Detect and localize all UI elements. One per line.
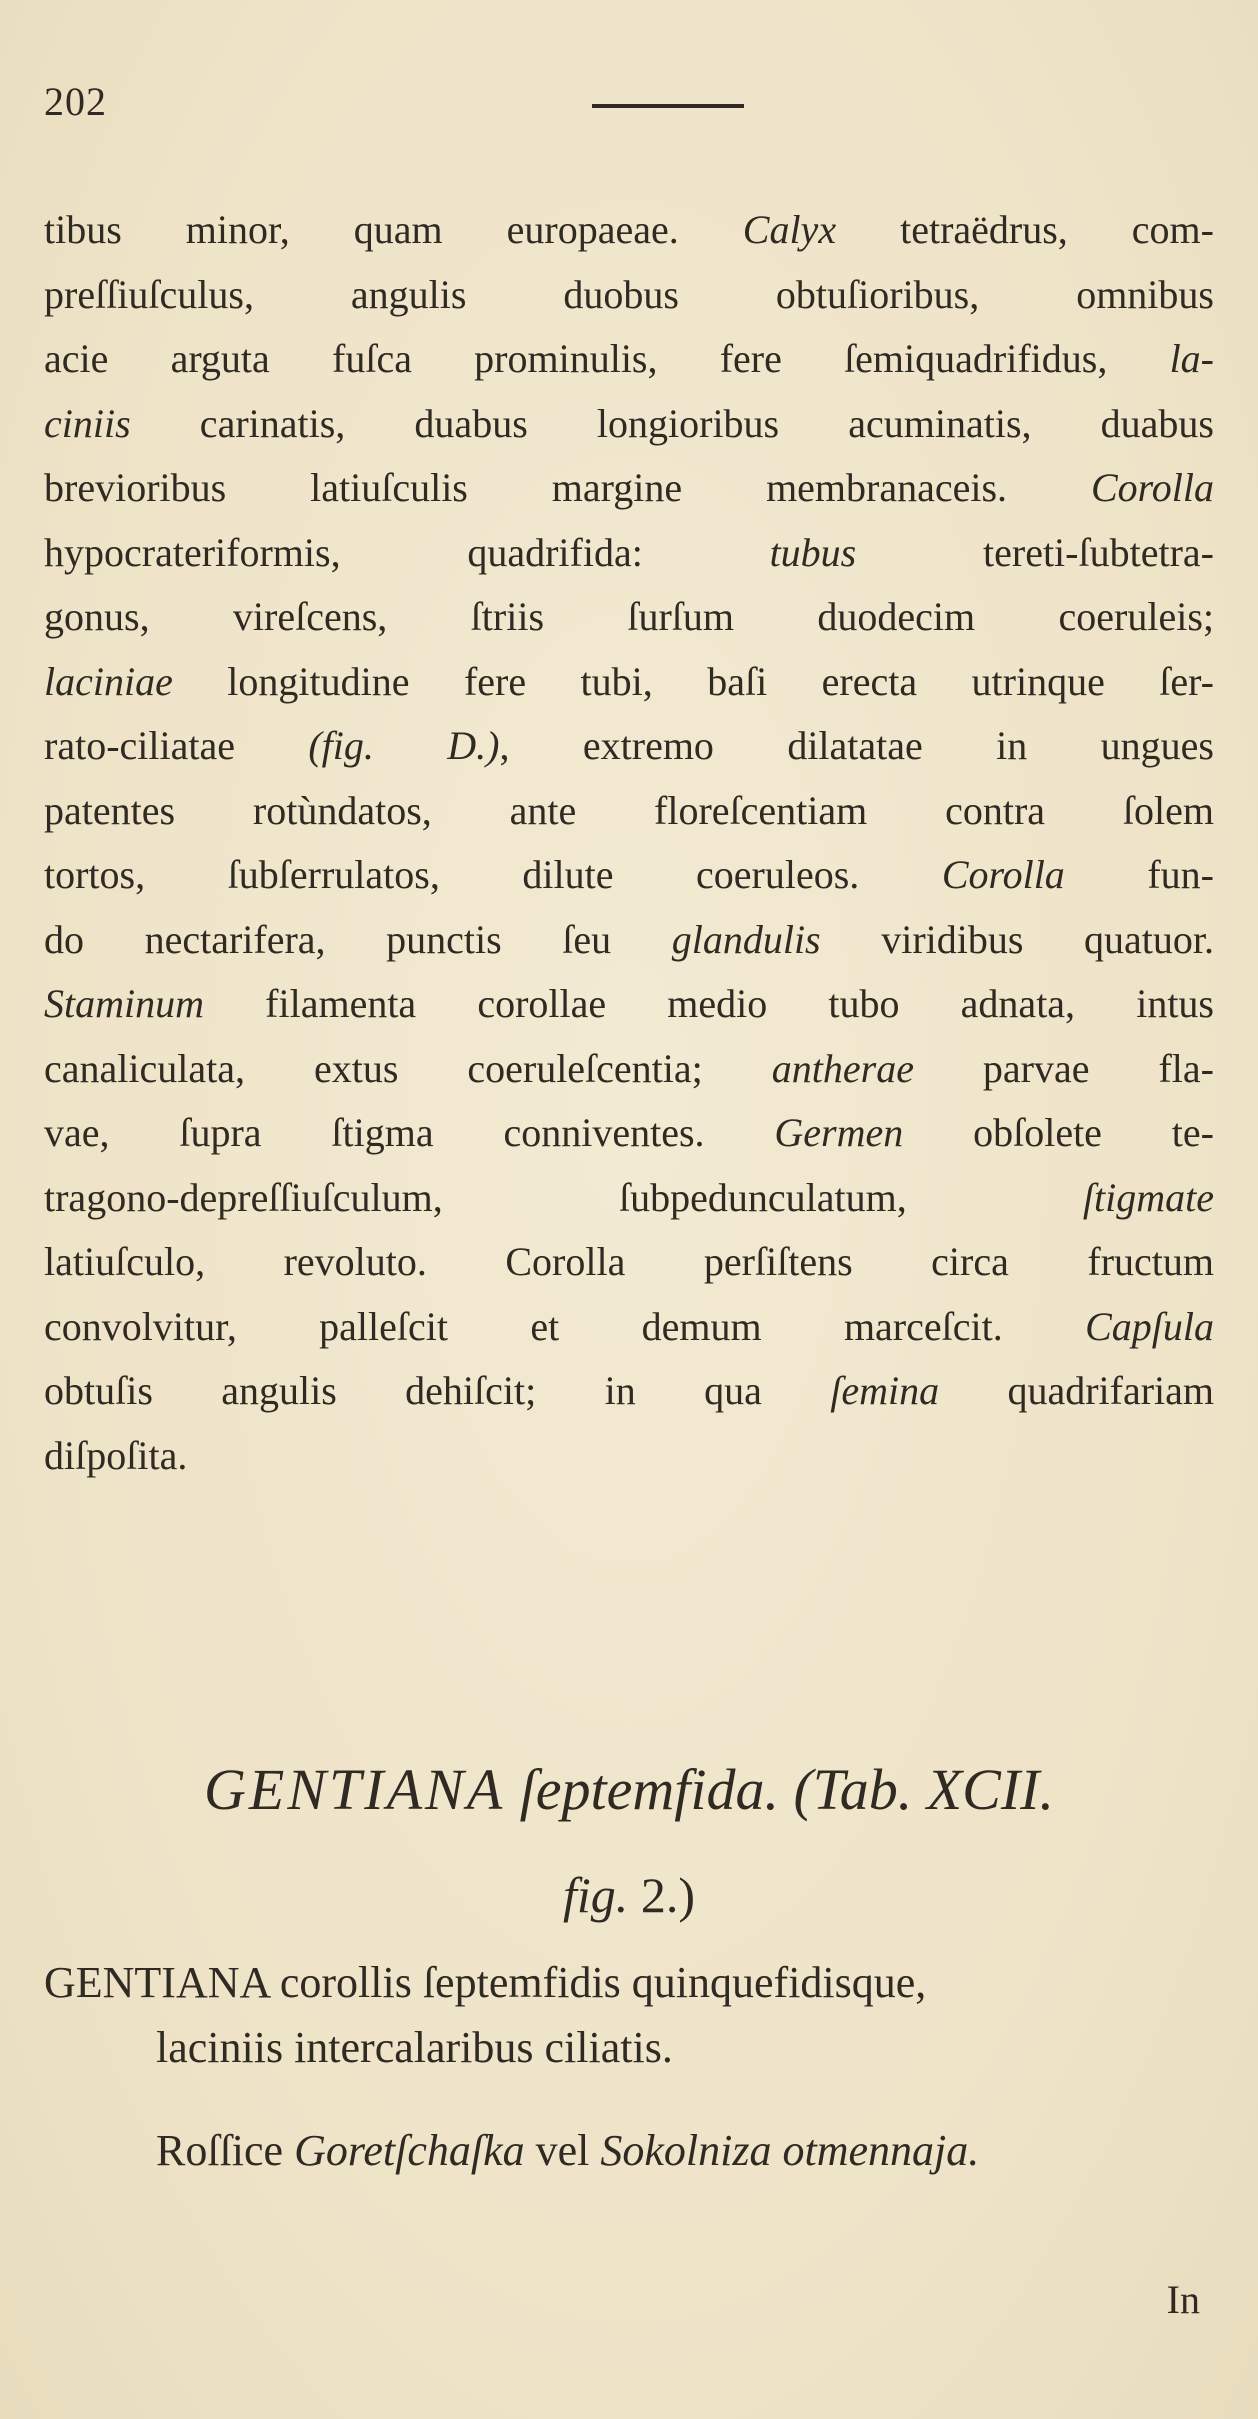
russian-prefix: Roſſice [156, 2126, 284, 2175]
text-line [44, 1037, 1214, 1102]
italic-term: glandulis [671, 916, 821, 962]
text-segment: obtuſis angulis dehiſcit; in qua [44, 1368, 831, 1413]
text-line [44, 456, 1214, 521]
figure-reference [44, 1860, 1214, 1930]
text-segment: acie arguta fuſca prominulis, fere ſemiquadrifidus, [44, 336, 1170, 381]
body-paragraph [44, 198, 1214, 1488]
italic-term: ſtigmate [1082, 1174, 1214, 1220]
russian-names [156, 2118, 979, 2183]
text-line [44, 650, 1214, 715]
text-segment: tortos, ſubſerrulatos, dilute coeruleos. [44, 852, 942, 897]
text-segment: filamenta corollae medio tubo adnata, intus [204, 981, 1214, 1026]
text-segment: preſſiuſculus, angulis duobus obtuſioribus, omnibus [44, 271, 1214, 317]
text-segment: tereti-ſubtetra- [856, 529, 1214, 575]
text-line [44, 779, 1214, 844]
text-line [44, 1359, 1214, 1424]
text-segment: parvae fla- [913, 1045, 1214, 1091]
page-number: 202 [44, 79, 107, 124]
text-line [44, 1101, 1214, 1166]
diagnosis [44, 1950, 1214, 2080]
italic-term: la- [1169, 336, 1214, 381]
text-line [44, 843, 1214, 908]
text-segment: vae, ſupra ſtigma conniventes. [44, 1110, 775, 1155]
diagnosis-line-2: laciniis intercalaribus ciliatis. [156, 2023, 673, 2072]
text-segment: tragono-depreſſiuſculum, ſubpedunculatum, [44, 1174, 1083, 1220]
italic-term: Corolla [1091, 465, 1214, 510]
figure-label: fig. [563, 1867, 629, 1923]
header-rule [592, 104, 744, 108]
text-segment: quadrifariam [939, 1368, 1214, 1413]
text-line [44, 392, 1214, 457]
italic-term: Staminum [44, 981, 204, 1026]
russian-conjunction: vel [535, 2126, 590, 2175]
italic-term: Germen [774, 1110, 904, 1155]
genus-name: GENTIANA [204, 1757, 506, 1822]
text-segment: , extremo dilatatae in ungues [499, 723, 1214, 768]
text-segment: patentes rotùndatos, ante floreſcentiam contra ſolem [44, 787, 1214, 833]
text-line [44, 1295, 1214, 1360]
page-header [44, 78, 1214, 128]
text-segment: do nectarifera, punctis ſeu [44, 916, 672, 962]
plate-reference: (Tab. XCII. [793, 1757, 1054, 1822]
italic-term: ſemina [830, 1368, 940, 1413]
text-line [44, 1230, 1214, 1295]
text-segment: rato-ciliatae [44, 723, 309, 768]
italic-term: Calyx [742, 207, 837, 252]
text-segment: hypocrateriformis, quadrifida: [44, 529, 770, 575]
text-segment: tetraëdrus, com- [836, 207, 1214, 252]
text-line [44, 908, 1214, 973]
text-line [44, 585, 1214, 650]
text-line [44, 1424, 1214, 1489]
text-segment: tibus minor, quam europaeae. [44, 207, 743, 252]
text-segment: latiuſculo, revoluto. Corolla perſiſtens circa fructum [44, 1239, 1214, 1284]
catchword: In [1166, 2277, 1200, 2322]
text-segment: canaliculata, extus coeruleſcentia; [44, 1045, 772, 1091]
italic-term: tubus [769, 529, 857, 575]
text-segment: brevioribus latiuſculis margine membranaceis. [44, 465, 1091, 510]
text-line [44, 521, 1214, 586]
text-line [44, 263, 1214, 328]
italic-term: laciniae [44, 658, 173, 704]
text-segment: viridibus quatuor. [820, 916, 1214, 962]
text-segment: longitudine fere tubi, baſi erecta utrinque ſer- [172, 658, 1214, 704]
italic-term: (fig. D.) [308, 723, 500, 768]
text-segment: convolvitur, palleſcit et demum marceſcit. [44, 1303, 1086, 1349]
species-name: ſeptemfida. [519, 1757, 779, 1822]
text-segment: fun- [1064, 852, 1214, 897]
text-line [44, 972, 1214, 1037]
section-title [44, 1752, 1214, 1827]
text-segment: diſpoſita. [44, 1432, 188, 1478]
figure-number: 2.) [640, 1867, 695, 1923]
text-segment: gonus, vireſcens, ſtriis ſurſum duodecim coeruleis; [44, 594, 1214, 639]
russian-name-2: Sokolniza otmennaja. [600, 2126, 980, 2175]
text-line [44, 714, 1214, 779]
text-line [44, 198, 1214, 263]
italic-term: antherae [771, 1045, 914, 1091]
italic-term: Corolla [941, 852, 1065, 897]
text-segment: carinatis, duabus longioribus acuminatis, duabus [130, 400, 1214, 446]
italic-term: ciniis [44, 400, 131, 446]
text-segment: obſolete te- [903, 1110, 1214, 1155]
italic-term: Capſula [1085, 1303, 1214, 1349]
text-line [44, 1166, 1214, 1231]
russian-name-1: Goretſchaſka [294, 2126, 525, 2175]
text-line [44, 327, 1214, 392]
diagnosis-line-1: GENTIANA corollis ſeptemfidis quinquefidisque, [44, 1958, 927, 2007]
